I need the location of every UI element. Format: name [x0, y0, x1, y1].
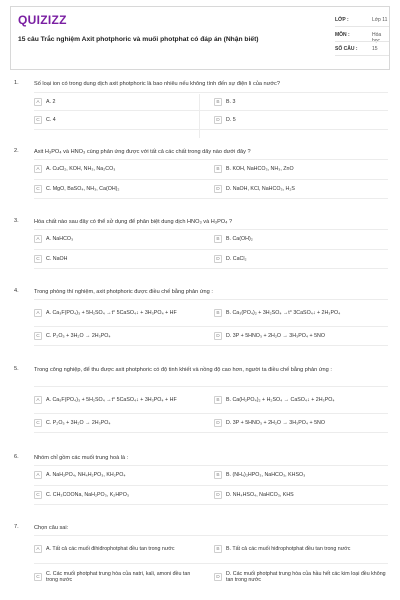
divider: [34, 504, 388, 505]
divider: [34, 345, 388, 346]
meta-label: MÔN :: [335, 31, 350, 38]
divider: [34, 386, 388, 387]
option-letter: C: [34, 255, 42, 263]
option-b[interactable]: [214, 302, 390, 324]
option-b[interactable]: [214, 389, 390, 411]
meta-divider: [335, 26, 389, 27]
option-text: C. NaOH: [46, 255, 68, 262]
quiz-meta: [335, 17, 389, 61]
option-letter: B: [214, 165, 222, 173]
option-b[interactable]: [214, 538, 390, 560]
meta-label: LỚP :: [335, 17, 349, 23]
option-letter: D: [214, 419, 222, 427]
meta-divider: [335, 41, 389, 42]
option-text: D. Các muối photphat trung hòa của hầu hết các kim loại đều không tan trong nước: [226, 570, 386, 583]
question-text: Trong công nghiệp, để thu được axit photphoric có độ tinh khiết và nồng độ cao hơn, người ta điều chế bằng phản ứng :: [34, 367, 332, 373]
option-text: D. 3P + 5HNO₃ + 2H₂O → 3H₃PO₄ + 5NO: [226, 419, 325, 426]
option-a[interactable]: [34, 162, 194, 176]
option-a[interactable]: [34, 232, 194, 246]
option-letter: D: [214, 491, 222, 499]
option-text: C. MgO, BaSO₄, NH₃, Ca(OH)₂: [46, 185, 120, 192]
divider: [34, 485, 388, 486]
option-text: B. Ca(OH)₂: [226, 235, 253, 242]
option-text: A. NaH₂PO₄, NH₄H₂PO₃, KH₂PO₄: [46, 471, 126, 478]
option-c[interactable]: [34, 488, 194, 502]
option-letter: C: [34, 116, 42, 124]
option-letter: C: [34, 185, 42, 193]
option-text: A. NaHCO₃: [46, 235, 74, 242]
option-letter: B: [214, 235, 222, 243]
divider: [34, 198, 388, 199]
option-text: C. CH₃COONa, NaH₂PO₃, K₂HPO₃: [46, 491, 129, 498]
option-letter: B: [214, 98, 222, 106]
question-number: 1.: [14, 80, 19, 86]
question-text: Chọn câu sai:: [34, 525, 69, 531]
question-number: 2.: [14, 148, 19, 154]
option-letter: D: [214, 573, 222, 581]
option-letter: A: [34, 165, 42, 173]
divider: [34, 92, 388, 93]
option-text: D. CaCl₂: [226, 255, 247, 262]
divider: [34, 413, 388, 414]
divider: [34, 432, 388, 433]
option-text: B. Tất cả các muối hiđrophotphat đều tan trong nước: [226, 545, 351, 552]
option-letter: A: [34, 545, 42, 553]
option-letter: B: [214, 545, 222, 553]
option-c[interactable]: [34, 182, 194, 196]
option-d[interactable]: [214, 488, 390, 502]
option-c[interactable]: [34, 416, 194, 430]
question-number: 3.: [14, 218, 19, 224]
option-c[interactable]: [34, 113, 194, 127]
option-c[interactable]: [34, 329, 194, 343]
divider: [34, 159, 388, 160]
option-text: A. Ca₅F(PO₄)₃ + 5H₂SO₄ →t° 5CaSO₄↓ + 3H₃PO₄ + HF: [46, 396, 177, 403]
divider: [34, 563, 388, 564]
question-number: 6.: [14, 454, 19, 460]
option-b[interactable]: [214, 95, 390, 109]
option-d[interactable]: [214, 566, 390, 588]
option-b[interactable]: [214, 162, 390, 176]
option-text: C. 4: [46, 116, 56, 123]
option-b[interactable]: [214, 232, 390, 246]
quizizz-logo: QUIZIZZ: [18, 13, 67, 27]
option-letter: A: [34, 396, 42, 404]
option-text: D. 3P + 5HNO₃ + 2H₂O → 3H₃PO₄ + 5NO: [226, 332, 325, 339]
option-d[interactable]: [214, 113, 390, 127]
option-text: D. NH₄HSO₄, NaHCO₃, KHS: [226, 491, 294, 498]
option-text: B. 3: [226, 98, 236, 105]
divider: [34, 299, 388, 300]
meta-count: [335, 46, 389, 61]
meta-value: Lớp 11: [372, 17, 388, 23]
option-text: A. Tất cả các muối đihiđrophotphat đều tan trong nước: [46, 545, 175, 552]
option-a[interactable]: [34, 302, 194, 324]
divider: [34, 326, 388, 327]
quiz-title: 15 câu Trắc nghiệm Axit photphoric và muối photphat có đáp án (Nhận biết): [18, 36, 259, 43]
option-d[interactable]: [214, 416, 390, 430]
option-letter: D: [214, 255, 222, 263]
option-text: C. P₂O₅ + 3H₂O → 2H₃PO₄: [46, 332, 111, 339]
option-d[interactable]: [214, 329, 390, 343]
option-letter: C: [34, 491, 42, 499]
option-text: A. CuCl₂, KOH, NH₃, Na₂CO₃: [46, 165, 116, 172]
divider: [34, 535, 388, 536]
option-a[interactable]: [34, 95, 194, 109]
option-letter: D: [214, 116, 222, 124]
meta-value: 15: [372, 46, 378, 52]
option-c[interactable]: [34, 252, 194, 266]
option-text: B. (NH₄)₂HPO₃, NaHCO₃, KHSO₃: [226, 471, 306, 478]
meta-subject: [335, 32, 389, 47]
divider: [199, 94, 200, 138]
meta-grade: [335, 17, 389, 32]
option-text: C. Các muối photphat trung hòa của natri, kali, amoni đều tan trong nước: [46, 570, 191, 583]
question-text: Axit H₃PO₄ và HNO₃ cùng phản ứng được với tất cả các chất trong dãy nào dưới đây ?: [34, 149, 251, 155]
option-letter: D: [214, 332, 222, 340]
option-text: D. 5: [226, 116, 236, 123]
question-text: Hóa chất nào sau đây có thể sử dụng để phân biệt dung dịch HNO₃ và H₃PO₄ ?: [34, 219, 233, 225]
question-number: 4.: [14, 288, 19, 294]
option-letter: A: [34, 309, 42, 317]
option-letter: B: [214, 309, 222, 317]
divider: [34, 249, 388, 250]
quiz-header: [10, 6, 390, 70]
option-text: A. 2: [46, 98, 56, 105]
meta-label: SỐ CÂU :: [335, 46, 358, 52]
divider: [34, 465, 388, 466]
option-a[interactable]: [34, 389, 194, 411]
divider: [34, 179, 388, 180]
option-text: B. Ca(H₂PO₄)₂ + H₂SO₄ → CaSO₄↓ + 2H₃PO₄: [226, 396, 335, 403]
option-letter: C: [34, 419, 42, 427]
option-b[interactable]: [214, 468, 390, 482]
divider: [34, 229, 388, 230]
divider: [34, 129, 388, 130]
option-text: B. Ca₃(PO₄)₂ + 3H₂SO₄ →t° 3CaSO₄↓ + 2H₃PO₄: [226, 309, 341, 316]
option-letter: D: [214, 185, 222, 193]
option-a[interactable]: [34, 538, 194, 560]
option-letter: A: [34, 471, 42, 479]
divider: [34, 268, 388, 269]
question-text: Nhóm chỉ gồm các muối trung hoà là :: [34, 455, 129, 461]
option-text: A. Ca₃F(PO₄)₃ + 5H₂SO₄ →t° 5CaSO₄↓ + 3H₃PO₄ + HF: [46, 309, 177, 316]
question-text: Trong phòng thí nghiệm, axit photphoric được điều chế bằng phản ứng :: [34, 289, 213, 295]
option-letter: C: [34, 573, 42, 581]
option-d[interactable]: [214, 182, 390, 196]
option-letter: B: [214, 396, 222, 404]
option-letter: A: [34, 98, 42, 106]
option-letter: B: [214, 471, 222, 479]
meta-divider: [335, 55, 389, 56]
option-text: C. P₂O₅ + 3H₂O → 2H₃PO₄: [46, 419, 111, 426]
question-number: 5.: [14, 366, 19, 372]
option-text: D. NaOH, KCl, NaHCO₃, H₂S: [226, 185, 295, 192]
meta-value: Hóa học: [372, 31, 382, 44]
option-c[interactable]: [34, 566, 194, 588]
option-letter: C: [34, 332, 42, 340]
question-text: Số loại ion có trong dung dịch axit photphoric là bao nhiêu nếu không tính đến sự điện li của nước?: [34, 81, 280, 87]
option-d[interactable]: [214, 252, 390, 266]
option-a[interactable]: [34, 468, 194, 482]
question-number: 7.: [14, 524, 19, 530]
divider: [34, 110, 388, 111]
option-text: B. KOH, NaHCO₃, NH₃, ZnO: [226, 165, 294, 172]
option-letter: A: [34, 235, 42, 243]
